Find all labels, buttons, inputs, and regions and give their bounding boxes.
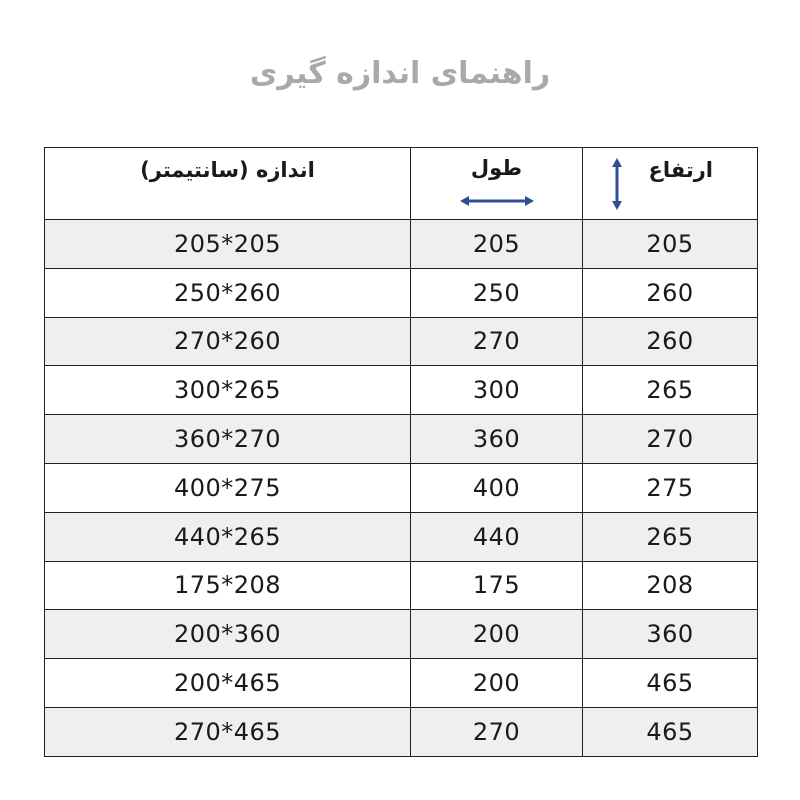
table-row <box>45 463 758 512</box>
table-row <box>45 512 758 561</box>
height-cell: 208 <box>583 561 758 610</box>
size-cell: 270*260 <box>45 317 411 366</box>
height-cell: 275 <box>583 463 758 512</box>
length-cell: 175 <box>411 561 583 610</box>
length-cell: 400 <box>411 463 583 512</box>
table-row <box>45 707 758 756</box>
size-cell: 200*360 <box>45 610 411 659</box>
size-cell: 250*260 <box>45 268 411 317</box>
size-cell: 360*270 <box>45 415 411 464</box>
header-height-label: ارتفاع <box>648 158 713 182</box>
length-cell: 250 <box>411 268 583 317</box>
table-row <box>45 317 758 366</box>
table-row <box>45 268 758 317</box>
length-cell: 200 <box>411 659 583 708</box>
length-cell: 270 <box>411 707 583 756</box>
length-cell: 205 <box>411 220 583 269</box>
table-row <box>45 561 758 610</box>
table-row <box>45 659 758 708</box>
horizontal-double-arrow-icon <box>460 188 534 212</box>
height-cell: 205 <box>583 220 758 269</box>
size-cell: 270*465 <box>45 707 411 756</box>
length-cell: 200 <box>411 610 583 659</box>
header-length <box>411 148 583 220</box>
length-cell: 270 <box>411 317 583 366</box>
table-row <box>45 610 758 659</box>
size-cell: 200*465 <box>45 659 411 708</box>
size-table <box>44 147 758 757</box>
vertical-double-arrow-icon <box>611 158 623 215</box>
table-row <box>45 415 758 464</box>
header-height <box>583 148 758 220</box>
height-cell: 465 <box>583 659 758 708</box>
size-cell: 175*208 <box>45 561 411 610</box>
size-cell: 205*205 <box>45 220 411 269</box>
table-row <box>45 366 758 415</box>
height-cell: 260 <box>583 268 758 317</box>
height-cell: 265 <box>583 512 758 561</box>
table-header-row <box>45 148 758 220</box>
size-cell: 300*265 <box>45 366 411 415</box>
header-length-label: طول <box>470 156 523 180</box>
height-cell: 465 <box>583 707 758 756</box>
header-size <box>45 148 411 220</box>
height-cell: 270 <box>583 415 758 464</box>
page-title: راهنمای اندازه گیری <box>249 56 551 91</box>
size-cell: 440*265 <box>45 512 411 561</box>
height-cell: 265 <box>583 366 758 415</box>
height-cell: 260 <box>583 317 758 366</box>
size-cell: 400*275 <box>45 463 411 512</box>
length-cell: 440 <box>411 512 583 561</box>
length-cell: 360 <box>411 415 583 464</box>
length-cell: 300 <box>411 366 583 415</box>
header-size-label: اندازه (سانتیمتر) <box>140 158 315 182</box>
table-row <box>45 220 758 269</box>
height-cell: 360 <box>583 610 758 659</box>
